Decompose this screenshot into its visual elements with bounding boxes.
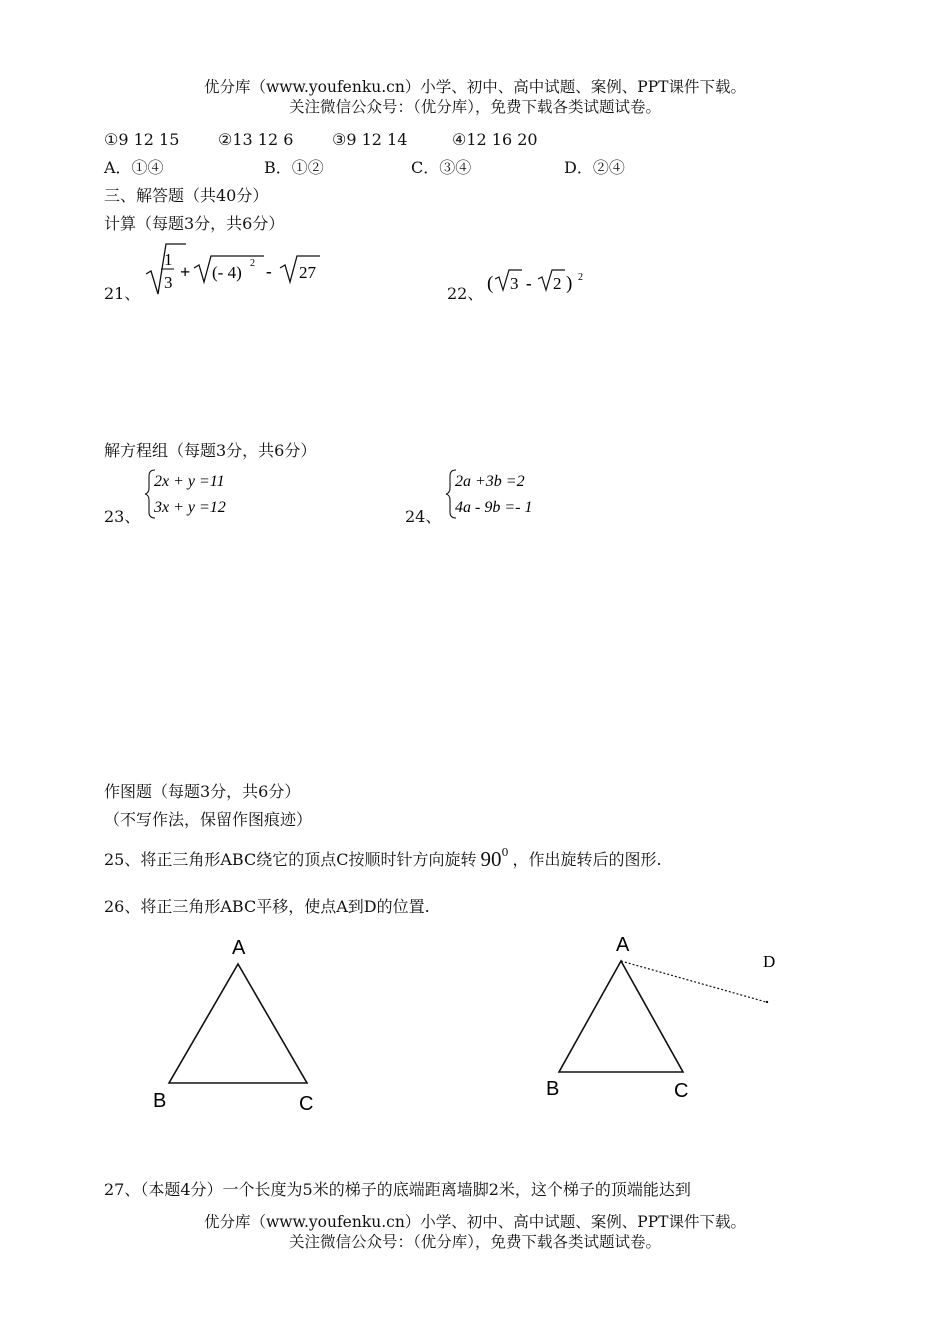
fig1-label-a: A <box>232 937 246 959</box>
choice-a: A．①④ <box>104 158 164 177</box>
choice-b: B．①② <box>264 158 324 177</box>
calc-heading: 计算（每题3分，共6分） <box>104 214 285 233</box>
q21-expression <box>142 238 332 300</box>
point-d <box>766 1001 768 1003</box>
option-3: ③9 12 14 <box>332 130 408 149</box>
q27-text: 27、（本题4分）一个长度为5米的梯子的底端距离墙脚2米，这个梯子的顶端能达到 <box>104 1180 691 1199</box>
option-2: ②13 12 6 <box>218 130 294 149</box>
q21-frac-num: 1 <box>164 250 173 269</box>
q21-inner: (- 4) <box>212 263 242 282</box>
fig2-label-d: D <box>763 952 776 971</box>
q22-r1: 3 <box>510 274 519 293</box>
q22-exp: 2 <box>578 272 583 283</box>
q25-text-after: ，作出旋转后的图形. <box>512 850 662 869</box>
q21-minus: - <box>266 262 272 281</box>
q22-open: ( <box>487 273 494 294</box>
q21-frac-den: 3 <box>164 273 173 292</box>
q25-angle: 90 <box>480 847 502 871</box>
q25-text <box>104 848 662 872</box>
q22-expression <box>486 262 596 298</box>
triangle-abc-2 <box>559 961 683 1072</box>
page-footer-line1: 优分库（www.youfenku.cn）小学、初中、高中试题、案例、PPT课件下载。 <box>203 1213 747 1231</box>
q24-label: 24、 <box>405 507 442 526</box>
q24-system <box>445 466 565 522</box>
option-4: ④12 16 20 <box>452 130 538 149</box>
q25-angle-sup: 0 <box>501 846 509 859</box>
fig1-label-b: B <box>153 1090 167 1112</box>
q21-rad: 27 <box>299 263 316 282</box>
q22-close: ) <box>566 273 573 294</box>
triangle-abc-1 <box>169 964 307 1083</box>
section-title: 三、解答题（共40分） <box>104 186 269 205</box>
q21-plus: + <box>180 262 191 282</box>
q22-label: 22、 <box>447 284 484 303</box>
page-header-line2: 关注微信公众号：（优分库），免费下载各类试题试卷。 <box>288 98 661 116</box>
q24-eq2: 4a - 9b =- 1 <box>455 499 533 516</box>
figure-triangle-2 <box>530 930 790 1110</box>
equations-heading: 解方程组（每题3分，共6分） <box>104 441 317 460</box>
option-1: ①9 12 15 <box>104 130 180 149</box>
page-header-line1: 优分库（www.youfenku.cn）小学、初中、高中试题、案例、PPT课件下载。 <box>203 78 747 96</box>
figure-triangle-1 <box>140 930 340 1120</box>
q24-eq1: 2a +3b =2 <box>455 473 525 490</box>
dotted-segment-ad <box>621 961 766 1002</box>
q21-exp: 2 <box>250 258 255 269</box>
q21-label: 21、 <box>104 284 141 303</box>
q26-text: 26、将正三角形ABC平移，使点A到D的位置. <box>104 897 430 916</box>
q23-system <box>144 466 254 522</box>
q23-label: 23、 <box>104 507 141 526</box>
fig2-label-c: C <box>674 1080 689 1102</box>
page-footer-line2: 关注微信公众号：（优分库），免费下载各类试题试卷。 <box>288 1233 661 1251</box>
q25-text-before: 25、将正三角形ABC绕它的顶点C按顺时针方向旋转 <box>104 850 477 869</box>
drawing-heading: 作图题（每题3分，共6分） <box>104 782 301 801</box>
choice-d: D．②④ <box>564 158 625 177</box>
q22-minus: - <box>526 274 532 293</box>
fig1-label-c: C <box>299 1093 314 1115</box>
q23-eq2: 3x + y =12 <box>154 499 226 516</box>
fig2-label-a: A <box>616 934 630 956</box>
q23-eq1: 2x + y =11 <box>154 473 225 490</box>
choice-c: C．③④ <box>411 158 472 177</box>
q22-r2: 2 <box>553 274 562 293</box>
fig2-label-b: B <box>546 1078 560 1100</box>
drawing-note: （不写作法，保留作图痕迹） <box>104 810 313 829</box>
